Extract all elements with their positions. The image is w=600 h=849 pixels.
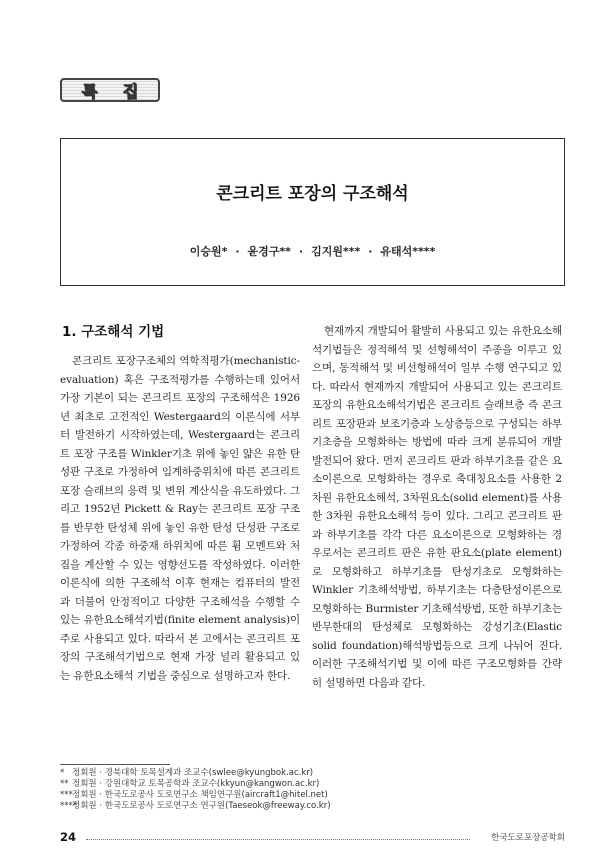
body-paragraph-left: 콘크리트 포장구조체의 역학적평가(mechanistic-evaluation) 혹은 구조적평가를 수행하는데 있어서 가장 기본이 되는 콘크리트 포장의 구조해석은 1926년 최초로 고전적인 Westergaard의 이론식에 서부터 발전하기 시작하였는데, Westergaard는 콘크리트 포장 구조를 Winkler기초 위에 놓인 얇은 유한 탄성판 구조로 가정하여 임계하중위치에 따른 콘크리트 포장 슬래브의 응력 및 변위 계산식을 유도하였다. 그리고 1952년 Pickett & Ray는 콘크리트 포장 구조를 반무한 탄성체 위에 놓인 유한 탄성 단성판 구조로 가정하여 각종 하중재 하위치에 따른 휨 모멘트와 처짐을 계산할 수 있는 영향선도를 작성하였다. 이러한 이론식에 의한 구조해석 이후 현재는 컴퓨터의 발전과 더불어 안정적이고 다양한 구조해석을 수행할 수 있는 유한요소해석기법(finite element analysis)이 주로 사용되고 있다. 따라서 본 고에서는 콘크리트 포장의 구조해석기법으로 현재 가장 널리 활용되고 있는 유한요소해석 기법을 중심으로 설명하고자 한다. xyxy=(60,355,300,682)
author-separator: · xyxy=(368,245,373,258)
footnote-text: 정회원 · 한국도로공사 도로연구소 연구원(Taeseok@freeway.co.kr) xyxy=(72,801,331,811)
page-number: 24 xyxy=(60,830,77,844)
footnotes xyxy=(60,768,560,812)
author-separator: · xyxy=(235,245,240,258)
footnote-marker: * xyxy=(60,768,65,778)
section-heading: 1. 구조해석 기법 xyxy=(62,324,165,340)
page-footer xyxy=(60,830,565,844)
footnote-text: 정회원 · 경북대학 토목설계과 조교수(swlee@kyungbok.ac.kr) xyxy=(72,768,314,778)
author-separator: · xyxy=(298,245,304,258)
footer-dotted-rule xyxy=(86,839,470,840)
footnote-text: 정회원 · 한국도로공사 도로연구소 책임연구원(aircraft1@hitel.net) xyxy=(72,790,328,800)
footnote-item xyxy=(60,779,560,790)
footnote-marker: *** xyxy=(60,790,73,800)
article-title: 콘크리트 포장의 구조해석 xyxy=(216,184,409,204)
footnote-item xyxy=(60,801,560,812)
title-box xyxy=(60,138,565,286)
author-name: 이승원* xyxy=(189,245,228,258)
author-name: 김지원*** xyxy=(311,245,361,258)
footnote-marker: **** xyxy=(60,801,77,811)
author-name: 윤경구** xyxy=(247,245,291,258)
author-list xyxy=(61,243,564,259)
footnote-divider xyxy=(60,764,170,765)
section-tag-label: 특 집 xyxy=(81,81,149,101)
footnote-item xyxy=(60,768,560,779)
footnote-item xyxy=(60,790,560,801)
footnote-marker: ** xyxy=(60,779,69,789)
journal-name: 한국도로포장공학회 xyxy=(491,833,565,843)
section-tag xyxy=(60,78,160,102)
body-paragraph-right: 현재까지 개발되어 활발히 사용되고 있는 유한요소해석기법들은 정적해석 및 선형해석이 주종을 이루고 있으며, 동적해석 및 비선형해석이 일부 수행 연구되고 있다. 따라서 현재까지 개발되어 사용되고 있는 콘크리트 포장의 유한요소해석기법은 콘크리트 슬래브층 즉 콘크리트 포장판과 보조기층과 노상층등으로 구성되는 하부기초층을 모형화하는 방법에 따라 크게 분류되어 개발 발전되어 왔다. 먼저 콘크리트 판과 하부기초를 같은 요소이론으로 모형화하는 경우로 축대칭요소를 사용한 2차원 유한요소해석, 3차원요소(solid element)를 사용한 3차원 유한요소해석 등이 있다. 그리고 콘크리트 판과 하부기초를 각각 다른 요소이론으로 모형화하는 경우로서는 콘크리트 판은 유한 판요소(plate element)로 모형화하고 하부기초를 탄성기초로 모형화하는 Winkler 기초해석방법, 하부기초는 다층탄성이론으로 모형화하는 Burmister 기초해석방법, 또한 하부기초는 반무한대의 탄성체로 모형화하는 강성기초(Elastic solid foundation)해석방법등으로 크게 나뉘어 진다. 이러한 구조해석기법 및 이에 따른 구조모형화를 간략히 설명하면 다음과 같다. xyxy=(312,325,562,689)
footnote-text: 정회원 · 강원대학교 토목공학과 조교수(kkyun@kangwon.ac.kr) xyxy=(72,779,320,789)
author-name: 유태석**** xyxy=(380,245,436,258)
